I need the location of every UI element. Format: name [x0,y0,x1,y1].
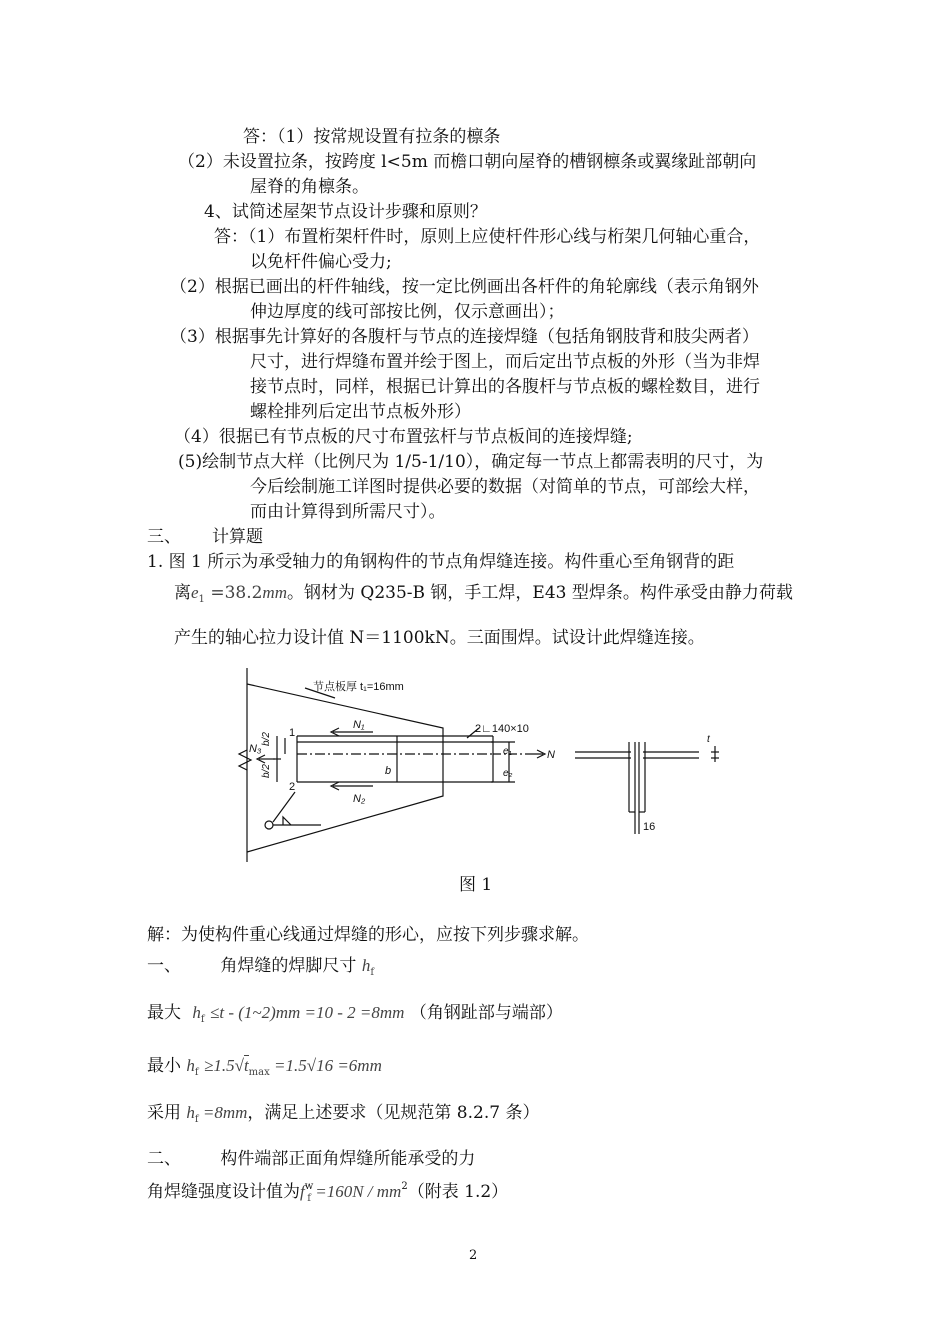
dim-t: t [707,734,710,745]
dim-b-half-top: b/2 [261,732,272,746]
plate-outline [247,684,443,852]
point-2: 2 [289,781,296,793]
math-var: e [191,583,199,602]
math-subscript: f [307,1193,311,1204]
math-subscript: f [200,1014,205,1025]
q4-answer-line: （3）根据事先计算好的各腹杆与节点的连接焊缝（包括角钢肢背和肢尖两者） [170,327,759,347]
math-subscript: f [370,967,375,978]
math-subscript: f [194,1067,199,1078]
question-4: 4、试简述屋架节点设计步骤和原则？ [204,202,487,222]
math-h: h [186,1103,195,1122]
figure-1 [225,662,745,872]
force-n1: N₁ [353,719,365,731]
math-eq: =38.2 [204,583,263,603]
q4-answer-line: 答：（1）布置桁架杆件时，原则上应使杆件形心线与桁架几何轴心重合， [214,227,761,247]
q4-answer-line: 伸边厚度的线可部按比例，仅示意画出）； [250,302,565,322]
problem-line: 产生的轴心拉力设计值 N＝1100kN。三面围焊。试设计此焊缝连接。 [174,628,705,648]
step-title: 构件端部正面角焊缝所能承受的力 [220,1149,476,1169]
math-relation: =160N / mm [311,1182,402,1201]
step-title: 角焊缝的焊脚尺寸 [220,956,357,976]
q4-answer-line: 螺栓排列后定出节点板外形） [250,402,471,422]
step-2 [147,1148,475,1170]
section-title: 计算题 [212,527,263,547]
figure-caption: 图 1 [459,875,493,895]
force-n3: N₃ [249,743,262,755]
math-relation: ≤t - (1~2)mm =10 - 2 =8mm [210,1003,405,1022]
answer-line: 答：（1）按常规设置有拉条的檩条 [243,127,501,147]
formula-adopt [147,1102,539,1131]
math-subscript: f [194,1114,199,1125]
point-1: 1 [289,727,296,739]
formula-strength [147,1176,508,1210]
math-subscript: max [248,1067,270,1078]
math-superscript: w [304,1181,314,1192]
math-f: f [300,1182,305,1201]
problem-text: 离 [174,583,191,603]
force-n2: N₂ [353,793,366,805]
step-number: 一、 [147,956,181,976]
formula-note: （角钢趾部与端部） [409,1003,563,1023]
formula-note: ，满足上述要求（见规范第 8.2.7 条） [247,1103,540,1123]
dim-e2: e₂ [503,768,513,779]
formula-label: 最大 [147,1003,181,1023]
formula-note: （附表 1.2） [407,1182,509,1202]
solution-intro: 解：为使构件重心线通过焊缝的形心，应按下列步骤求解。 [147,925,589,945]
step-number: 二、 [147,1149,181,1169]
math-subscript: 1 [198,594,205,605]
dim-b: b [385,765,392,777]
formula-min [147,1055,382,1084]
dim-b-half-bottom: b/2 [261,764,272,778]
force-n: N [547,749,555,761]
dim-16: 16 [643,821,656,833]
problem-line [174,582,793,611]
formula-label: 角焊缝强度设计值为 [147,1182,300,1202]
math-h: h [192,1003,201,1022]
q4-answer-line: 以免杆件偏心受力; [250,252,392,272]
plate-label: 节点板厚 t₁=16mm [313,681,404,693]
q4-answer-line: 尺寸，进行焊缝布置并绘于图上，而后定出节点板的外形（当为非焊 [250,352,760,372]
q4-answer-line: 今后绘制施工详图时提供必要的数据（对简单的节点，可部绘大样， [250,477,760,497]
q4-answer-line: 而由计算得到所需尺寸）。 [250,502,446,522]
math-superscript: 2 [401,1181,408,1192]
formula-label: 采用 [147,1103,181,1123]
math-h: h [186,1056,195,1075]
answer-line: （2）未设置拉条，按跨度 l<5m 而檐口朝向屋脊的槽钢檩条或翼缘趾部朝向 [178,152,757,172]
math-unit: mm [262,583,287,602]
problem-line: 1. 图 1 所示为承受轴力的角钢构件的节点角焊缝连接。构件重心至角钢背的距 [147,552,735,572]
math-t: t [243,1056,249,1075]
answer-line: 屋脊的角檩条。 [250,177,369,197]
step-1 [147,955,374,984]
angle-label: 2∟140×10 [475,723,529,735]
dim-e1: e₁ [503,746,512,757]
problem-text: 。钢材为 Q235-B 钢，手工焊，E43 型焊条。构件承受由静力荷载 [286,583,793,603]
section-number: 三、 [147,527,181,547]
q4-answer-line: （2）根据已画出的杆件轴线，按一定比例画出各杆件的角轮廓线（表示角钢外 [170,277,759,297]
q4-answer-line: 接节点时，同样，根据已计算出的各腹杆与节点板的螺栓数目，进行 [250,377,760,397]
formula-label: 最小 [147,1056,181,1076]
formula-max [147,1002,563,1031]
page-number: 2 [469,1248,478,1263]
math-h: h [361,956,371,975]
math-relation: =8mm [198,1103,248,1122]
q4-answer-line: (5)绘制节点大样（比例尺为 1/5-1/10），确定每一节点上都需表明的尺寸，为 [178,452,764,472]
math-relation: ≥1.5√ [204,1056,244,1075]
q4-answer-line: （4）很据已有节点板的尺寸布置弦杆与节点板间的连接焊缝; [174,427,633,447]
math-relation: =1.5√16 =6mm [269,1056,382,1075]
